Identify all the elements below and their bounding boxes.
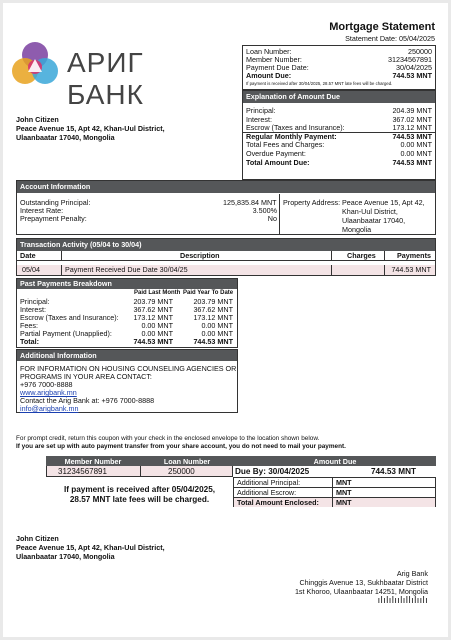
- past-payment-ytd: 173.12 MNT: [193, 312, 233, 322]
- postal-barcode: ılılılıılıllılıılı: [377, 596, 428, 606]
- outstanding-principal: 125,835.84 MNT: [223, 198, 277, 207]
- additional-principal-field[interactable]: MNT: [336, 478, 352, 487]
- account-info-box: [16, 180, 436, 235]
- explanation-label: Overdue Payment:: [246, 149, 306, 158]
- additional-escrow-field[interactable]: MNT: [336, 488, 352, 497]
- past-payments-box: [16, 278, 238, 348]
- explanation-value: 0.00 MNT: [400, 149, 432, 158]
- remit-address-line2: 1st Khoroo, Ulaanbaatar 14251, Mongolia: [294, 587, 428, 596]
- coupon-enclosed-box: [233, 477, 436, 507]
- col-charges: Charges: [347, 251, 376, 260]
- statement-page: [3, 3, 448, 637]
- remit-address-line1: Chinggis Avenue 13, Sukhbaatar District: [299, 578, 428, 587]
- coupon-due-row: [233, 466, 436, 477]
- past-payment-last: 0.00 MNT: [141, 328, 173, 338]
- late-fee-note: If payment is received after 30/04/2025, 28.57 MNT late fees will be charged.: [246, 81, 393, 86]
- coupon-late-warning-2: 28.57 MNT late fees will be charged.: [69, 495, 210, 504]
- statement-title: Mortgage Statement: [329, 21, 435, 33]
- explanation-label: Principal:: [246, 106, 276, 115]
- interest-rate-label: Interest Rate:: [20, 206, 64, 215]
- property-address-line: Khan-Uul District,: [342, 207, 398, 216]
- explanation-value: 0.00 MNT: [400, 140, 432, 150]
- total-enclosed-label: Total Amount Enclosed:: [237, 498, 319, 507]
- transaction-column-headers: [17, 251, 435, 261]
- col-payments: Payments: [397, 251, 431, 260]
- past-payment-ytd: 0.00 MNT: [201, 328, 233, 338]
- counseling-line2: PROGRAMS IN YOUR AREA CONTACT:: [20, 372, 152, 381]
- coupon-member-number: 31234567891: [58, 467, 107, 476]
- past-payment-label: Total:: [20, 336, 40, 346]
- explanation-header: Explanation of Amount Due: [243, 91, 435, 103]
- explanation-label: Total Amount Due:: [246, 157, 310, 167]
- coupon-amount-due-header: Amount Due: [313, 456, 357, 466]
- explanation-value: 744.53 MNT: [392, 131, 432, 141]
- explanation-label: Escrow (Taxes and Insurance):: [246, 123, 345, 133]
- explanation-value: 367.02 MNT: [392, 114, 432, 124]
- coupon-instruction: For prompt credit, return this coupon with your check in the enclosed envelope to the location shown below.: [16, 435, 320, 442]
- bank-logo-mark-icon: [11, 41, 59, 87]
- counseling-line1: FOR INFORMATION ON HOUSING COUNSELING AGENCIES OR: [20, 364, 237, 373]
- customer-name: John Citizen: [16, 115, 59, 124]
- past-payment-label: Fees:: [20, 320, 38, 330]
- explanation-label: Interest:: [246, 114, 272, 124]
- member-number-label: Member Number:: [246, 55, 302, 64]
- mailing-address-line2: Ulaanbaatar 17040, Mongolia: [16, 552, 115, 561]
- bank-contact: Contact the Arig Bank at: +976 7000-8888: [20, 396, 155, 405]
- bank-email-link[interactable]: info@arigbank.mn: [20, 404, 79, 413]
- explanation-value: 173.12 MNT: [392, 123, 432, 133]
- transaction-description: Payment Received Due Date 30/04/25: [65, 265, 188, 274]
- past-payment-last: 744.53 MNT: [133, 336, 173, 346]
- transaction-payment: 744.53 MNT: [391, 265, 431, 274]
- remit-name: Arig Bank: [396, 569, 428, 578]
- coupon-values-row: [46, 466, 233, 477]
- explanation-label: Regular Monthly Payment:: [246, 131, 337, 141]
- coupon-due-amount: 744.53 MNT: [370, 467, 416, 476]
- outstanding-label: Outstanding Principal:: [20, 198, 91, 207]
- explanation-label: Total Fees and Charges:: [246, 140, 325, 150]
- mailing-name: John Citizen: [16, 534, 59, 543]
- past-payment-ytd: 744.53 MNT: [193, 336, 233, 346]
- past-payment-label: Escrow (Taxes and Insurance):: [20, 312, 119, 322]
- additional-principal-label: Additional Principal:: [237, 478, 301, 487]
- amount-due: 744.53 MNT: [392, 71, 432, 80]
- table-row: [17, 265, 435, 275]
- additional-info-box: [16, 349, 238, 413]
- bank-logo-text: АРИГ БАНК: [67, 47, 144, 110]
- past-payment-ytd: 367.62 MNT: [193, 304, 233, 314]
- coupon-loan-number: 250000: [168, 467, 195, 476]
- account-divider: [279, 194, 280, 234]
- coupon-member-number-header: Member Number: [64, 456, 122, 466]
- past-payment-last: 0.00 MNT: [141, 320, 173, 330]
- transaction-box: [16, 238, 436, 276]
- bank-website-link[interactable]: www.arigbank.mn: [20, 388, 77, 397]
- additional-info-header: Additional Information: [17, 350, 237, 361]
- member-number: 31234567891: [388, 55, 432, 64]
- property-address: [342, 198, 425, 234]
- explanation-row: [243, 158, 435, 167]
- past-payment-ytd: 203.79 MNT: [193, 297, 233, 306]
- explanation-value: 204.39 MNT: [392, 106, 432, 115]
- prepayment-label: Prepayment Penalty:: [20, 214, 87, 223]
- explanation-box: [242, 90, 436, 180]
- transaction-header: Transaction Activity (05/04 to 30/04): [17, 239, 435, 251]
- property-address-line: Ulaanbaatar 17040,: [342, 216, 406, 225]
- amount-due-label: Amount Due:: [246, 71, 292, 80]
- coupon-loan-number-header: Loan Number: [163, 456, 211, 466]
- col-paid-last-month: Paid Last Month: [134, 290, 181, 296]
- col-description: Description: [180, 251, 220, 260]
- property-address-line: Mongolia: [342, 225, 372, 234]
- past-payment-last: 173.12 MNT: [133, 312, 173, 322]
- loan-number: 250000: [408, 47, 432, 56]
- past-payments-header: Past Payments Breakdown: [17, 279, 237, 289]
- past-payment-label: Principal:: [20, 297, 50, 306]
- account-info-header: Account Information: [17, 181, 435, 193]
- interest-rate: 3.500%: [252, 206, 277, 215]
- customer-address-line1: Peace Avenue 15, Apt 42, Khan-Uul District,: [16, 124, 165, 133]
- loan-summary-box: [242, 45, 436, 90]
- mailing-address-line1: Peace Avenue 15, Apt 42, Khan-Uul District,: [16, 543, 165, 552]
- bank-logo: [11, 41, 226, 110]
- col-paid-ytd: Paid Year To Date: [183, 290, 234, 296]
- autopay-note: If you are set up with auto payment transfer from your share account, you do not need to mail your payment.: [16, 443, 346, 450]
- payment-due-date: 30/04/2025: [396, 63, 432, 72]
- past-payment-last: 203.79 MNT: [133, 297, 173, 306]
- past-payment-row: [17, 337, 237, 346]
- past-payment-ytd: 0.00 MNT: [201, 320, 233, 330]
- past-payment-label: Interest:: [20, 304, 46, 314]
- prepayment-penalty: No: [267, 214, 277, 223]
- coupon-late-warning-1: If payment is received after 05/04/2025,: [63, 485, 216, 494]
- counseling-phone: +976 7000-8888: [20, 380, 73, 389]
- coupon-header-bar: [46, 456, 436, 466]
- explanation-value: 744.53 MNT: [392, 157, 432, 167]
- property-address-line: Peace Avenue 15, Apt 42,: [342, 198, 425, 207]
- additional-escrow-label: Additional Escrow:: [237, 488, 297, 497]
- statement-date: Statement Date: 05/04/2025: [345, 34, 435, 43]
- payment-due-date-label: Payment Due Date:: [246, 63, 309, 72]
- total-enclosed-field[interactable]: MNT: [336, 498, 352, 507]
- col-date: Date: [20, 251, 36, 260]
- transaction-date: 05/04: [22, 265, 40, 274]
- past-payment-last: 367.62 MNT: [133, 304, 173, 314]
- customer-address-line2: Ulaanbaatar 17040, Mongolia: [16, 133, 115, 142]
- property-address-label: Property Address:: [283, 198, 341, 207]
- past-payment-label: Partial Payment (Unapplied):: [20, 328, 112, 338]
- loan-number-label: Loan Number:: [246, 47, 292, 56]
- coupon-due-by: Due By: 30/04/2025: [235, 467, 310, 476]
